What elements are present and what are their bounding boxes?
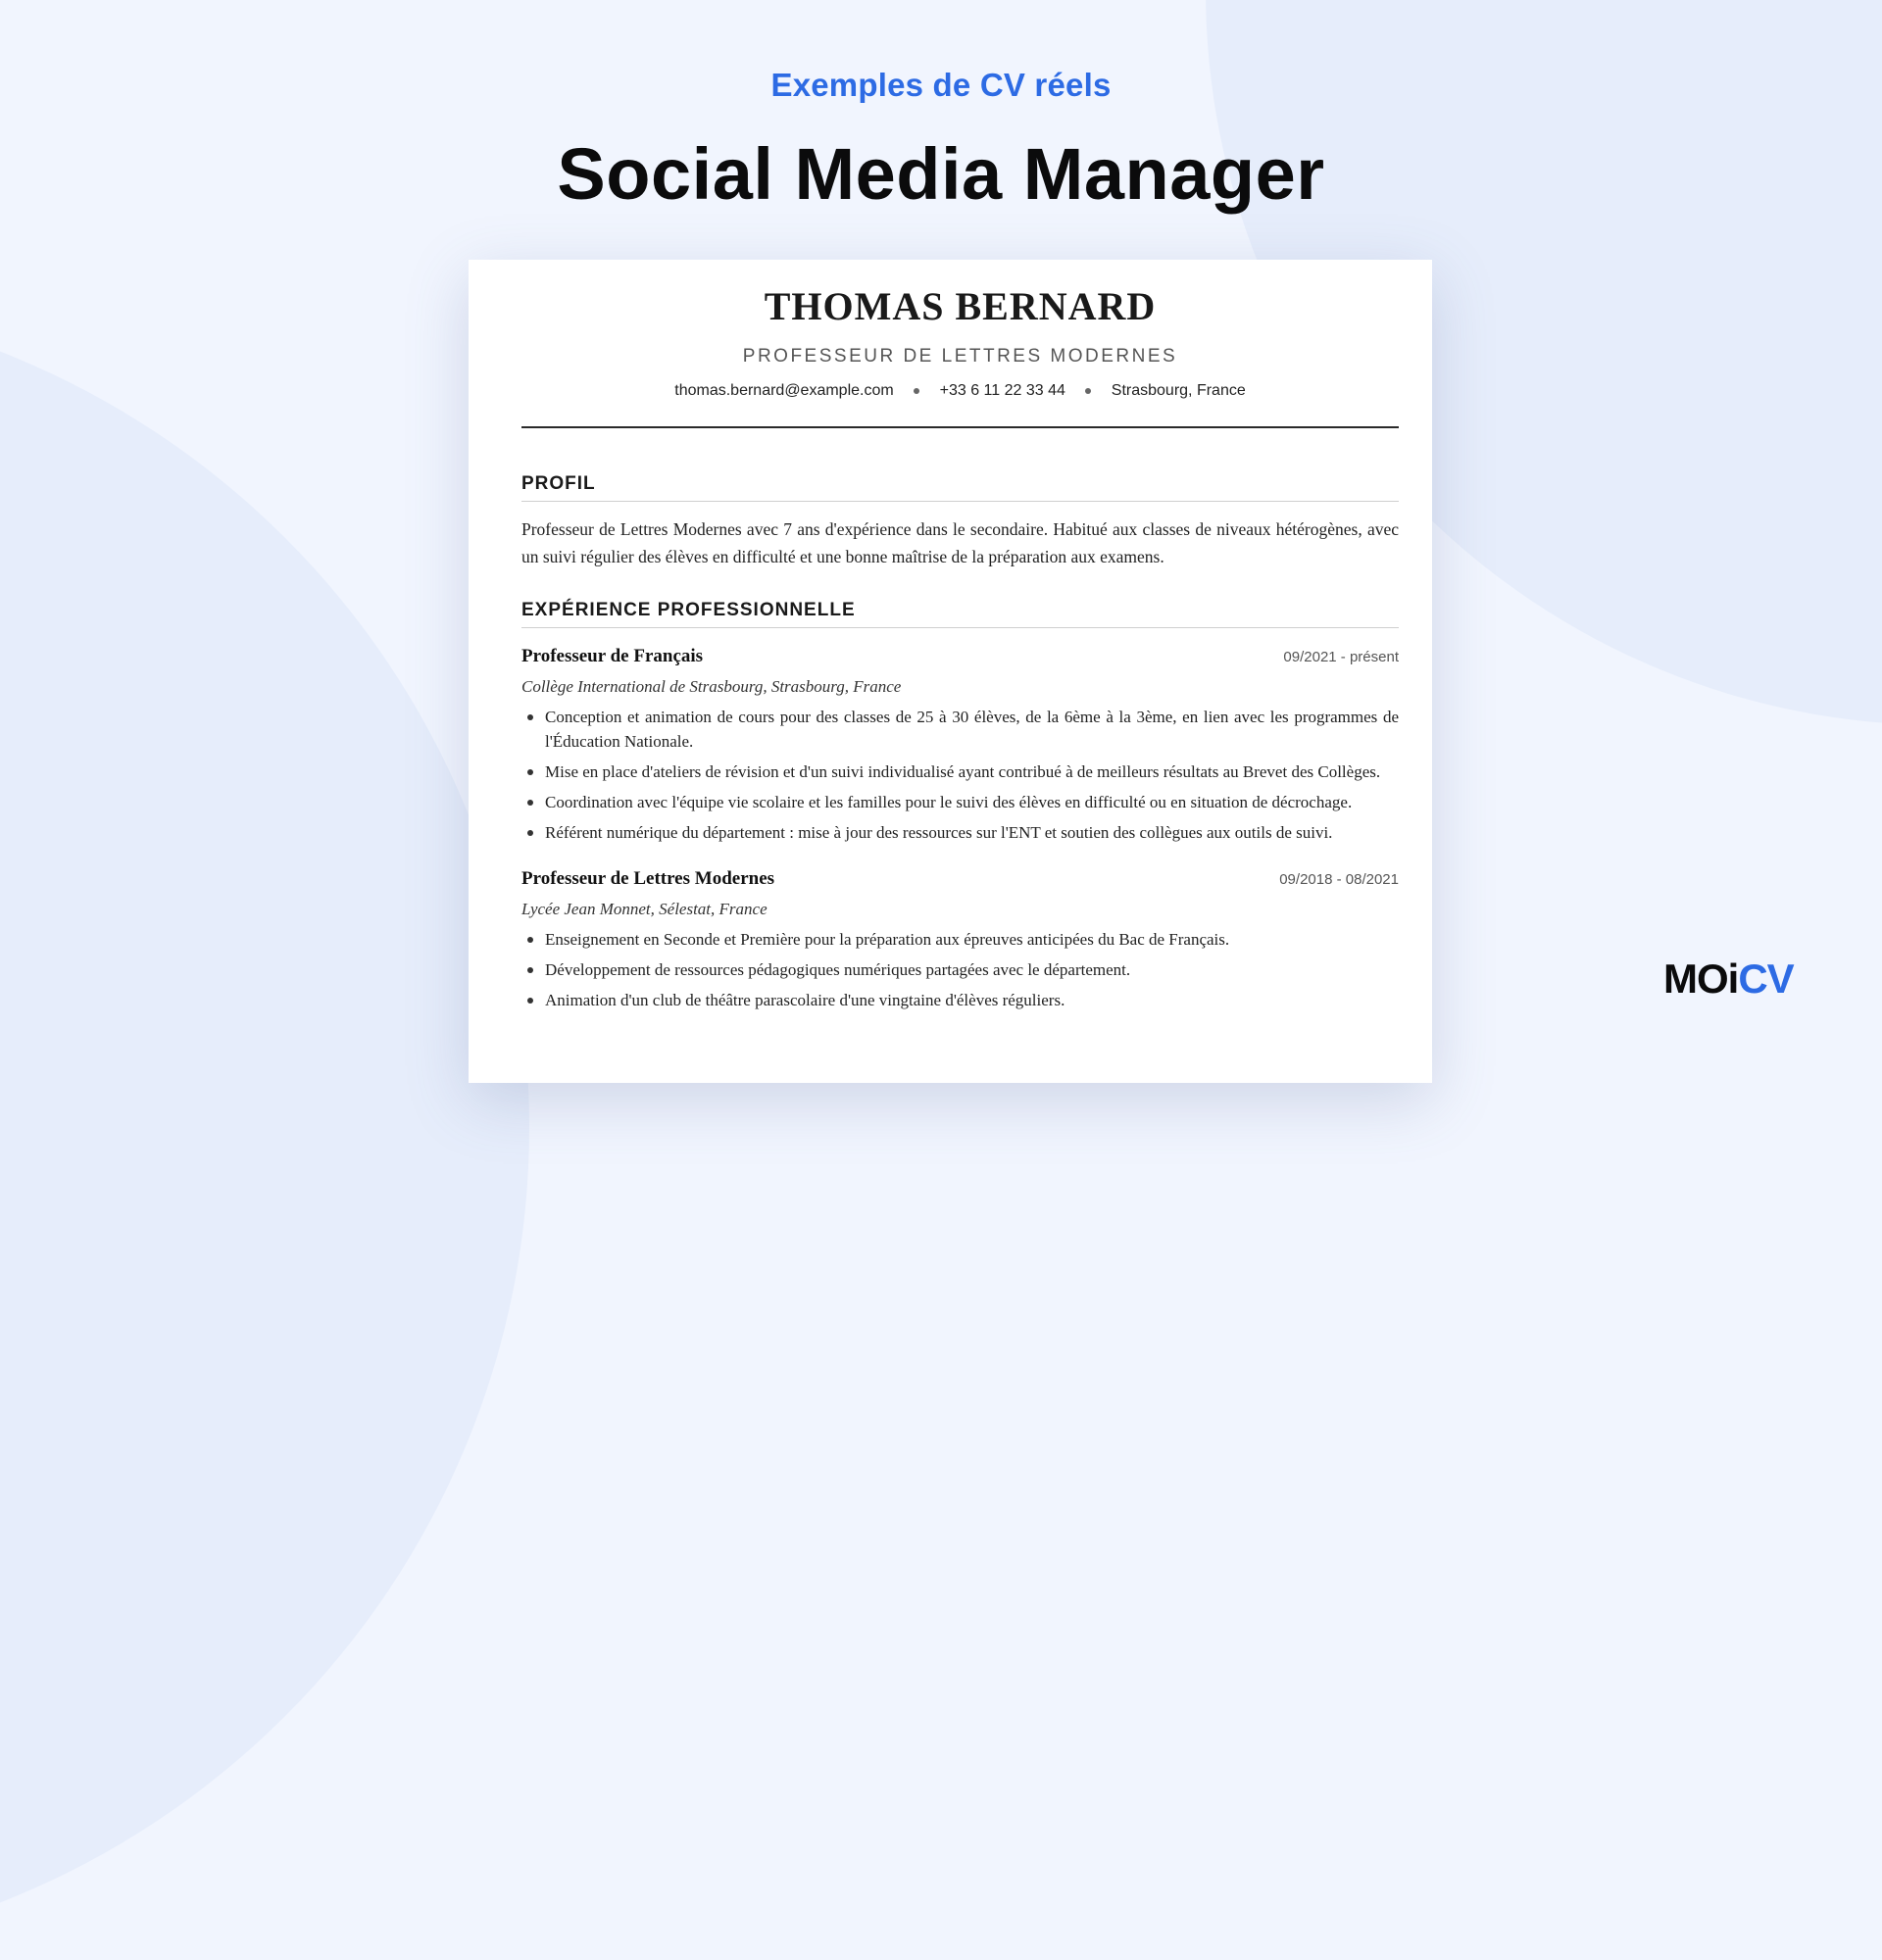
job-header [521,646,1399,667]
job-entry [521,868,1399,1012]
job-organization: Collège International de Strasbourg, Strasbourg, France [521,677,902,696]
background-shape [0,294,529,1960]
job-dates: 09/2018 - 08/2021 [1279,871,1399,888]
job-title: Professeur de Lettres Modernes [521,868,775,889]
cv-location: Strasbourg, France [1111,382,1246,399]
eyebrow-label: Exemples de CV réels [770,67,1112,103]
profile-text: Professeur de Lettres Modernes avec 7 ans d'expérience dans le secondaire. Habitué aux classes de niveaux hétérogènes, avec un suivi régulier des élèves en difficulté et une bonne maîtrise de la préparation aux examens. [521,519,1399,566]
job-bullet: Coordination avec l'équipe vie scolaire et les familles pour le suivi des élèves en difficulté ou en situation de décrochage. [521,790,1399,814]
brand-logo-cv: CV [1738,956,1794,1002]
cv-name: THOMAS BERNARD [764,284,1157,328]
job-organization: Lycée Jean Monnet, Sélestat, France [521,900,768,918]
cv-role: PROFESSEUR DE LETTRES MODERNES [742,346,1178,367]
cv-email: thomas.bernard@example.com [674,382,894,399]
page-title: Social Media Manager [557,133,1325,215]
job-bullet: Référent numérique du département : mise à jour des ressources sur l'ENT et soutien des collègues aux outils de suivi. [521,820,1399,845]
job-bullet: Mise en place d'ateliers de révision et d'un suivi individualisé ayant contribué à de meilleurs résultats au Brevet des Collèges. [521,760,1399,784]
job-bullets [521,927,1399,1012]
experience-heading: EXPÉRIENCE PROFESSIONNELLE [521,600,1399,628]
job-bullet: Animation d'un club de théâtre parascolaire d'une vingtaine d'élèves réguliers. [521,988,1399,1012]
job-entry [521,646,1399,845]
brand-logo [1663,956,1794,1003]
job-title: Professeur de Français [521,646,704,666]
brand-logo-moi: MOi [1663,956,1739,1002]
job-bullets [521,705,1399,845]
cv-phone: +33 6 11 22 33 44 [939,382,1065,399]
header-divider [521,426,1399,428]
cv-contacts [521,382,1399,400]
job-dates: 09/2021 - présent [1283,649,1399,665]
job-bullet: Conception et animation de cours pour des classes de 25 à 30 élèves, de la 6ème à la 3ème, en lien avec les programmes de l'Éducation Nationale. [521,705,1399,754]
job-bullet: Développement de ressources pédagogiques numériques partagées avec le département. [521,957,1399,982]
cv-preview [469,260,1432,1083]
profile-heading: PROFIL [521,473,1399,502]
separator-dot [914,388,919,394]
separator-dot [1085,388,1091,394]
job-header [521,868,1399,890]
job-bullet: Enseignement en Seconde et Première pour la préparation aux épreuves anticipées du Bac de Français. [521,927,1399,952]
